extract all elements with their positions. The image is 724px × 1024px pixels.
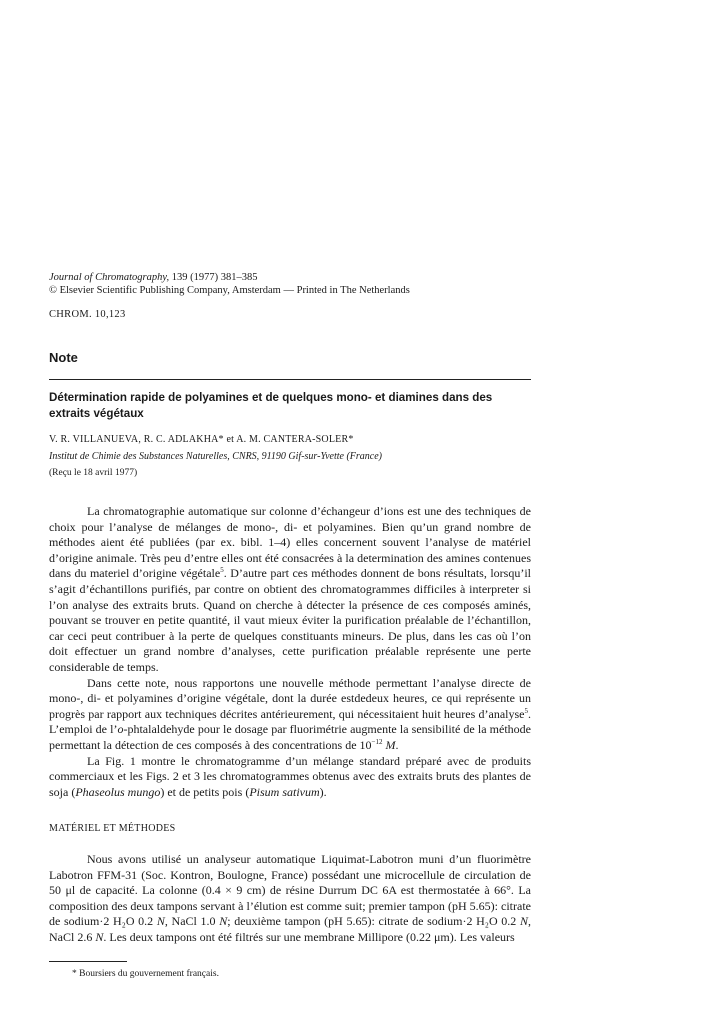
journal-volume: 139 (1977) 381–385	[169, 272, 258, 283]
paragraph-3: La Fig. 1 montre le chromatogramme d’un mélange standard préparé avec de produits commerciaux et les Figs. 2 et 3 les chromatogrammes obtenus avec des extraits bruts des plantes de soja (Phaseolus mungo) et de petits pois (Pisum sativum).	[49, 753, 531, 799]
footnote-rule	[49, 961, 127, 962]
authors: V. R. VILLANUEVA, R. C. ADLAKHA* et A. M. CANTERA-SOLER*	[49, 434, 354, 445]
journal-citation	[49, 271, 257, 284]
title-rule	[49, 379, 531, 380]
section-label: Note	[49, 350, 78, 365]
received-date: (Reçu le 18 avril 1977)	[49, 468, 138, 478]
journal-name: Journal of Chromatography,	[49, 272, 170, 283]
methods-heading: MATÉRIEL ET MÉTHODES	[49, 823, 176, 834]
article-title: Détermination rapide de polyamines et de quelques mono- et diamines dans des extraits végétaux	[49, 391, 493, 420]
paragraph-1: La chromatographie automatique sur colonne d’échangeur d’ions est une des techniques de choix pour l’analyse de mélanges de mono-, di- et polyamines. Bien qu’un grand nombre de méthodes aient été publiées (par ex. bibl. 1–4) elles concernent souvent l’analyse de matériel d’origine animale. Très peu d’entre elles ont été consacrées à la determination des amines contenues dans du materiel d’origine végétale$^5$. D’autre part ces méthodes donnent de bons résultats, lorsqu’il s’agit d’échantillons purifiés, par contre on obtient des chromatogrammes difficiles à interpreter si l’on analyse des extraits bruts. Quand on cherche à détecter la présence de ces composés aminés, pouvant se trouver en petite quantité, il vaut mieux éviter la purification préalable de l’échantillon, car ceci peut contribuer à la perte de quelques constituants mineurs. De plus, dans les cas où l’on doit effectuer un grand nombre d’analyses, cette purification préalable représente une perte considerable de temps.	[49, 504, 531, 674]
paragraph-2: Dans cette note, nous rapportons une nouvelle méthode permettant l’analyse directe de mono-, di- et polyamines d’origine végétale, dont la durée estdedeux heures, ce qui représente un progrès par rapport aux techniques décrites antérieurement, qui nécessitaient huit heures d’analyse$^5$. L’emploi de l’o-phtalaldehyde pour le dosage par fluorimétrie augmente la sensibilité de la méthode permettant la détection de ces composés à des concentrations de $10^{-12}$ M.	[49, 675, 531, 752]
footnote: * Boursiers du gouvernement français.	[72, 969, 219, 979]
intro-text	[49, 504, 531, 800]
paragraph-4: Nous avons utilisé un analyseur automatique Liquimat-Labotron muni d’un fluorimètre Labotron FFM-31 (Soc. Kontron, Boulogne, France) possédant une microcellule de circulation de 50 μl de capacité. La colonne (0.4 × 9 cm) de résine Durrum DC 6A est thermostatée à 66°. La composition des deux tampons servant à l’élution est comme suit; premier tampon (pH 5.65): citrate de sodium·2 H₂O 0.2 N, NaCl 1.0 N; deuxième tampon (pH 5.65): citrate de sodium·2 H₂O 0.2 N, NaCl 2.6 N. Les deux tampons ont été filtrés sur une membrane Millipore (0.22 μm). Les valeurs	[49, 852, 531, 944]
chrom-id: CHROM. 10,123	[49, 309, 126, 320]
institution: Institut de Chimie des Substances Naturelles, CNRS, 91190 Gif-sur-Yvette (France)	[49, 451, 383, 462]
methods-text	[49, 852, 531, 946]
copyright-line: © Elsevier Scientific Publishing Company, Amsterdam — Printed in The Netherlands	[49, 285, 410, 296]
